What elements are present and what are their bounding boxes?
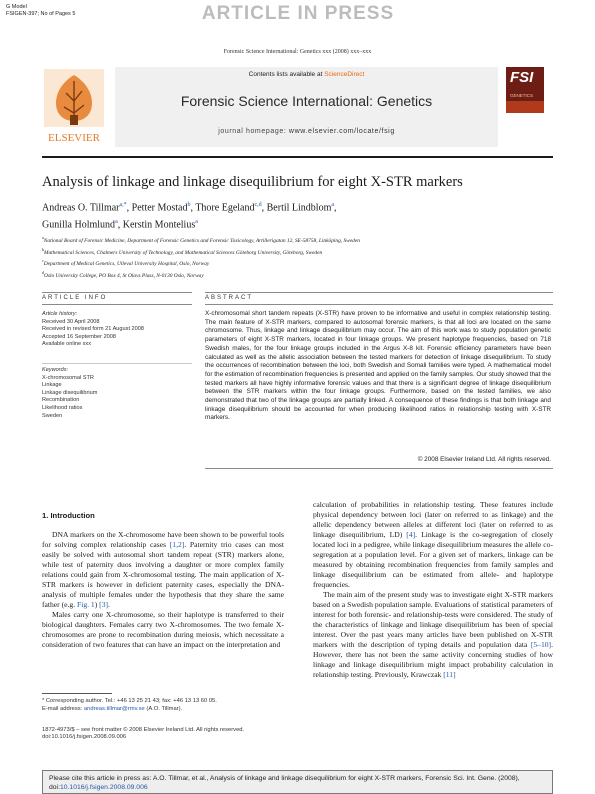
elsevier-wordmark: ELSEVIER [48,132,100,144]
author-affiliation-marker[interactable]: a [331,202,335,208]
author-name: Gunilla Holmlund [42,219,116,231]
author-name: Bertil Lindblom [266,202,332,214]
keyword: Recombination [42,397,80,404]
body-paragraph: DNA markers on the X-chromosome have been shown to be powerful tools for solving complex relationship cases [1,2]. Paternity trio cases can most easily be solved with autosomal short tandem repeat (STR) markers alone, while test of paternity duos involving a daughter or more complex family relations could gain from X-chromosomal testing. The main application of X-STR markers is however in deficient paternity cases, especially the DNA-analysis of multiple females under the hypothesis that they share the same father (e.g. Fig. 1) [3]. [42,530,285,609]
body-paragraph: calculation of probabilities in relationship testing. These features include physical dependency between loci (later on referred to as linkage) and the allelic dependency between alleles at different loci (later on referred to as linkage disequilibrium, LD) [4]. Linkage is the co-segregation of closely located loci in a pedigree, while linkage disequilibrium measures the allele co-segregation at a population level. For a given set of markers, linkage can be measured by obtaining recombination frequencies from family samples and linkage disequilibrium can be estimated from allele- and haplotype frequencies. [313,500,554,589]
citation-reference[interactable]: [3] [99,600,109,609]
journal-cover-thumbnail [506,67,544,113]
article-title: Analysis of linkage and linkage disequilibrium for eight X-STR markers [42,174,463,190]
author-name: Petter Mostad [131,202,188,214]
abstract-text: X-chromosomal short tandem repeats (X-STR) have proven to be informative and useful in complex relationship testing. The main feature of X-STR markers, compared to autosomal forensic markers, is that all loci are located on the same chromosome. Thus, linkage and linkage disequilibrium may occur. The aim of this work was to study population genetic parameters of eight X-STR markers, located in four linkage groups. We present haplotype frequencies, based on 718 Swedish males, for the four linkage groups included in the Argus X-8 kit. Forensic efficiency parameters have been calculated as well as the allelic association between the tested markers for detection of linkage disequilibrium. To study the occurrences of recombination between the loci, both Swedish and Somali families were typed. A mathematical model for the estimation of recombination frequencies is presented and applied on the family samples. Our study showed that the tested markers all have highly informative forensic values and that there is a significant degree of linkage disequilibrium between the STR markers within the four linkage groups. Furthermore, based on the tested families, we also demonstrated that two of the linkage groups are partially linked. A consequence of these findings is that both linkage and linkage disequilibrium should be accounted for when producing likelihood ratios in relationship testing with X-STR markers. [205,310,551,422]
body-column-left [42,530,284,650]
article-info-label: ARTICLE INFO [42,295,108,301]
model-label: G Model [6,4,27,10]
homepage-prefix: journal homepage: [218,128,287,135]
corresponding-author: * Corresponding author. Tel.: +46 13 25 21 43; fax: +46 13 13 60 05. [42,698,217,704]
email-prefix: E-mail address: [42,706,83,712]
article-history [42,311,192,349]
abstract-end-rule [205,468,553,469]
homepage-link[interactable]: www.elsevier.com/locate/fsig [288,128,395,135]
author-list: Andreas O. Tillmar$^{a,*}$, Petter Mostad$^b$, Thore Egeland$^{c,d}$, Bertil Lindblom$^a$, Gunilla Holmlund$^a$, Kerstin Montelius$^a$ [42,202,337,231]
contents-prefix: Contents lists available at [248,71,323,78]
citation-box [42,770,553,794]
article-info-rule-bottom [42,304,192,305]
keywords-label: Keywords: [42,367,69,373]
running-header-meta [6,4,75,17]
keywords [42,367,192,420]
body-paragraph: Males carry one X-chromosome, so their haplotype is transferred to their biological daughters. Females carry two X-chromosomes. The two female X-chromosomes are prone to recombination during meiosis, which necessitate a consideration of two features that can have an impact on the interpretation and [42,610,284,649]
author-affiliation-marker[interactable]: c,d [254,202,262,208]
sciencedirect-link[interactable]: ScienceDirect [324,71,365,78]
contents-line [115,71,498,78]
author-name: Kerstin Montelius [122,219,196,231]
abstract-rule [205,292,553,293]
citation-reference[interactable]: [11] [443,670,456,679]
keyword: Sweden [42,412,63,419]
article-info-rule [42,292,192,293]
article-code: FSIGEN-397; No of Pages 5 [6,10,76,17]
history-item: Received 30 April 2008 [42,318,100,325]
footnote-rule [42,693,112,694]
email-link[interactable]: andreas.tillmar@rmv.se [83,706,145,712]
author-affiliation-marker[interactable]: b [187,202,191,208]
keyword: Linkage [42,382,62,389]
keyword: Linkage disequilibrium [42,389,98,396]
affiliation: $^d$Oslo University College, PO Box 4, St Olavs Plass, N-0130 Oslo, Norway [42,269,204,279]
history-item: Accepted 16 September 2008 [42,333,117,340]
author-affiliation-marker[interactable]: a [195,219,198,226]
header-rule [42,156,553,158]
author-affiliation-marker[interactable]: a [115,219,118,226]
author-affiliation-marker[interactable]: a,* [119,202,127,208]
journal-citation: Forensic Science International: Genetics xxx (2008) xxx–xxx [223,49,372,55]
body-paragraph: The main aim of the present study was to investigate eight X-STR markers based on a Swedish population sample. Evaluations of statistical parameters of interest for both forensic- and relationship-tests were considered. The study of the characteristics of linkage and linkage disequilibrium has been of special interest. Over the past years many articles have been published on X-STR markers with the description of typing details and population data [5–10]. However, there has not been the same activity concerning studies of how linkage and linkage disequilibrium might impact probability calculation in relationship testing. Previously, Krawczak [11] [313,590,553,679]
article-in-press-banner: ARTICLE IN PRESS [201,3,395,24]
elsevier-logo [42,67,106,147]
journal-homepage [115,128,498,135]
issn-line: 1872-4973/$ – see front matter © 2008 Elsevier Ireland Ltd. All rights reserved. [42,727,245,733]
abstract-copyright: © 2008 Elsevier Ireland Ltd. All rights reserved. [417,456,551,463]
citation-reference[interactable]: [4] [406,530,416,539]
cover-title: FSI [510,69,534,86]
journal-name: Forensic Science International: Genetics [180,93,433,109]
keyword: X-chromosomal STR [42,374,94,381]
citation-doi-link[interactable]: 10.1016/j.fsigen.2008.09.006 [59,784,148,791]
history-item: Received in revised form 21 August 2008 [42,326,144,333]
affiliation-list [42,234,542,280]
history-label: Article history: [42,311,78,317]
affiliation: $^c$Department of Medical Genetics, Ulleval University Hospital, Oslo, Norway [42,258,210,267]
citation-reference[interactable]: [5–10] [530,640,552,649]
citation-text: Please cite this article in press as: A.O. Tillmar, et al., Analysis of linkage and linkage disequilibrium for eight X-STR markers, Forensic Sci. Int. Gene. (2008), doi: [49,775,520,791]
author-name: Thore Egeland [195,202,255,214]
corresponding-footnote [42,697,292,713]
citation-reference[interactable]: Fig. 1 [77,600,95,609]
affiliation: $^b$Mathematical Sciences, Chalmers University of Technology, and Mathematical Sciences Göteborg University, Göteborg, Sweden [42,246,323,256]
abstract-label: ABSTRACT [205,295,254,301]
doi-line: doi:10.1016/j.fsigen.2008.09.006 [42,734,127,741]
abstract-rule-bottom [205,304,553,305]
cover-band [506,101,544,113]
email-line [42,705,292,713]
section-heading: 1. Introduction [42,511,95,520]
issn-block [42,727,302,742]
body-column-right [313,500,553,680]
affiliation: $^a$National Board of Forensic Medicine, Department of Forensic Genetics and Forensic Toxicology, Artillerigatan 12, SE-58758, Linköping, Sweden [42,235,360,244]
cover-subtitle: GENETICS [510,93,534,98]
author-name: Andreas O. Tillmar [42,202,120,214]
keyword: Likelihood ratios [42,404,83,411]
email-suffix: (A.O. Tillmar). [146,706,183,712]
keywords-divider [42,363,192,364]
history-item: Available online xxx [42,341,92,348]
citation-reference[interactable]: [1,2] [169,540,185,549]
